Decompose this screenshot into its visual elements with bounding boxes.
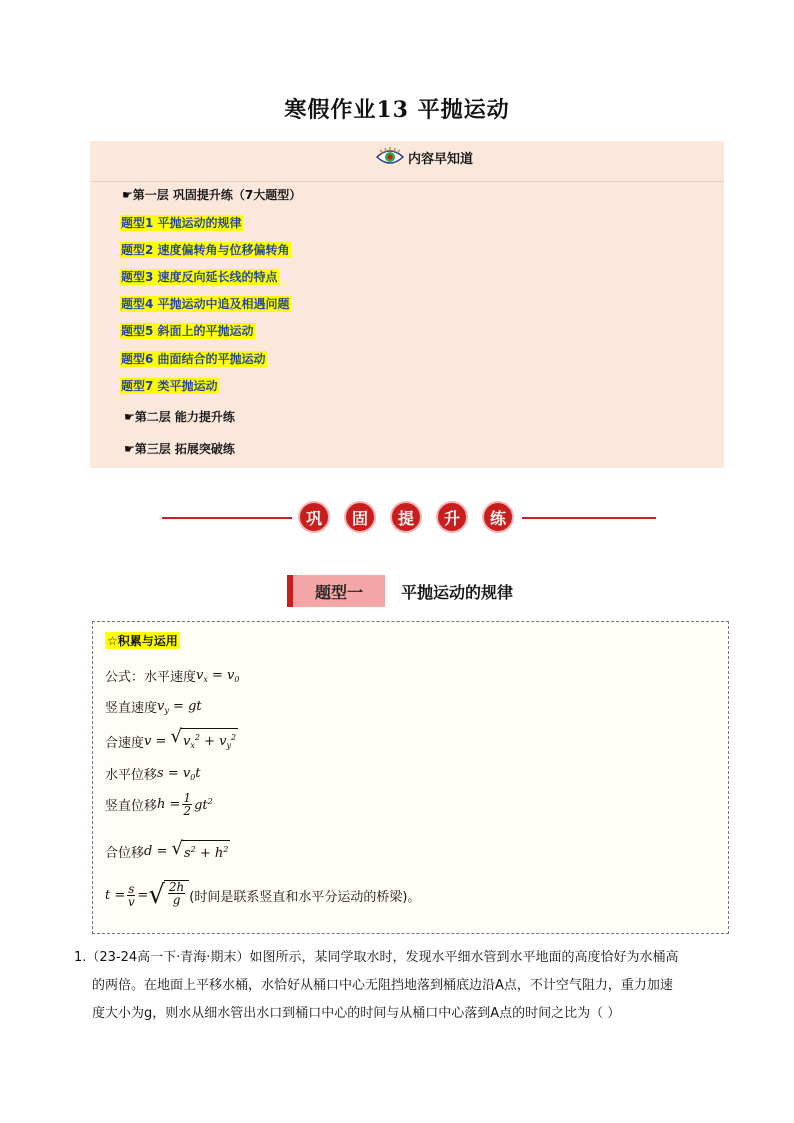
page-title: 寒假作业13 平抛运动: [284, 97, 510, 123]
formula-label: 竖直位移: [105, 799, 158, 814]
formula-resultant-velocity: 合速度 v = √ $v_x^2 + v_y^2$: [105, 728, 238, 755]
toc-type-7: 题型7 类平抛运动: [121, 379, 218, 393]
toc-type-6: 题型6 曲面结合的平抛运动: [121, 352, 266, 366]
formula-resultant-displacement: 合位移 d = √ $s^2 + h^2$: [105, 838, 229, 861]
section-title: 平抛运动的规律: [401, 582, 514, 602]
divider-char-5: 练: [482, 501, 514, 533]
formula-time: t = $\frac{s}{v}$ = √ $\frac{2h}{g}$ (时间是联系竖直和水平分运动的桥梁)。: [105, 880, 421, 910]
formula-horizontal-displacement: 水平位移 $s = v_0t$: [105, 765, 201, 783]
divider-char-4: 升: [436, 501, 468, 533]
formula-label: 竖直速度: [105, 701, 158, 716]
toc-type-5: 题型5 斜面上的平抛运动: [121, 324, 254, 338]
section-divider: [162, 500, 656, 536]
divider-line-left: [162, 517, 292, 519]
toc-header: [90, 141, 724, 182]
formula-label: 合速度: [105, 736, 145, 751]
formula-horizontal-velocity: 公式：水平速度 $v_x = v_0$: [105, 667, 240, 685]
formula-vertical-velocity: 竖直速度 $v_y$ = gt: [105, 698, 202, 716]
section-tag: 题型一: [287, 575, 385, 607]
toc-header-label: 内容早知道: [408, 151, 474, 167]
toc-type-4: 题型4 平抛运动中追及相遇问题: [121, 297, 290, 311]
formula-vertical-displacement: 竖直位移 h = $\frac{1}{2}$ $gt^2$: [105, 791, 213, 818]
divider-line-right: [522, 517, 656, 519]
formula-label: 水平位移: [105, 768, 158, 783]
formula-label: 公式：水平速度: [105, 670, 197, 685]
formula-label: 合位移: [105, 846, 145, 861]
formula-time-note: (时间是联系竖直和水平分运动的桥梁)。: [189, 889, 421, 905]
divider-char-3: 提: [390, 501, 422, 533]
section-heading: [287, 575, 513, 607]
toc-type-1: 题型1 平抛运动的规律: [121, 216, 242, 230]
formula-note-box: [92, 621, 729, 934]
divider-char-1: 巩: [298, 501, 330, 533]
question-1: [74, 944, 734, 1028]
toc-type-3: 题型3 速度反向延长线的特点: [121, 270, 278, 284]
table-of-contents: [90, 141, 724, 468]
note-label: ☆积累与运用: [107, 634, 178, 648]
toc-layer-2: ☛第二层 能力提升练: [124, 410, 235, 424]
toc-type-2: 题型2 速度偏转角与位移偏转角: [121, 243, 290, 257]
question-line-1: 1.（23-24高一下·青海·期末）如图所示，某同学取水时，发现水平细水管到水平地面的高度恰好为水桶高: [74, 950, 679, 965]
divider-char-2: 固: [344, 501, 376, 533]
question-line-3: 度大小为g，则水从细水管出水口到桶口中心的时间与从桶口中心落到A点的时间之比为（ ）: [92, 1006, 621, 1021]
toc-layer-1: ☛第一层 巩固提升练（7大题型）: [122, 188, 302, 202]
toc-layer-3: ☛第三层 拓展突破练: [124, 442, 235, 456]
eye-icon: [375, 147, 405, 167]
question-line-2: 的两倍。在地面上平移水桶，水恰好从桶口中心无阻挡地落到桶底边沿A点，不计空气阻力，重力加速: [92, 978, 673, 993]
